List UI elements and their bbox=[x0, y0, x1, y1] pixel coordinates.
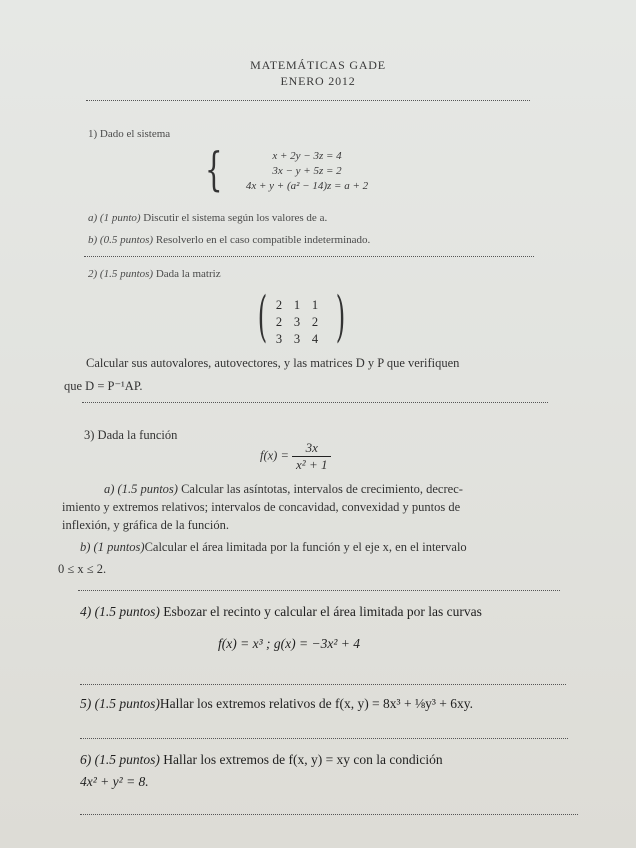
matrix-cell: 2 bbox=[311, 315, 319, 329]
q2-text-line-1: Calcular sus autovalores, autovectores, y las matrices D y P que verifiquen bbox=[86, 356, 460, 370]
divider bbox=[80, 684, 566, 685]
divider bbox=[78, 590, 560, 591]
matrix-cell: 3 bbox=[293, 332, 301, 346]
matrix-left-paren: ( bbox=[257, 285, 268, 348]
q4-label bbox=[80, 604, 482, 620]
q1-equation-3: 4x + y + (a² − 14)z = a + 2 bbox=[245, 180, 369, 192]
system-brace: { bbox=[205, 142, 223, 196]
matrix-cell: 1 bbox=[311, 298, 319, 312]
q3-part-b-line-1 bbox=[80, 540, 467, 555]
q1-part-b bbox=[88, 234, 370, 246]
matrix-cell: 1 bbox=[293, 298, 301, 312]
q1-equation-2: 3x − y + 5z = 2 bbox=[272, 165, 342, 177]
q3-part-a-line-3: inflexión, y gráfica de la función. bbox=[62, 518, 229, 532]
q4-formula-text: f(x) = x³ ; g(x) = −3x² + 4 bbox=[218, 636, 360, 651]
matrix-cell: 4 bbox=[311, 332, 319, 346]
q4-label-text: Esbozar el recinto y calcular el área limitada por las curvas bbox=[159, 604, 482, 619]
q3-a-points: a) (1.5 puntos) bbox=[104, 482, 178, 496]
q2-text-line-2: que D = P⁻¹AP. bbox=[64, 379, 143, 393]
q3-part-b-line-2: 0 ≤ x ≤ 2. bbox=[58, 562, 107, 576]
q1-b-text: Resolverlo en el caso compatible indeterminado. bbox=[153, 234, 371, 246]
q1-label: 1) Dado el sistema bbox=[88, 128, 171, 140]
q6-label bbox=[80, 752, 443, 768]
q1-a-points: a) (1 punto) bbox=[88, 212, 141, 224]
q2-label-text: Dada la matriz bbox=[153, 268, 221, 280]
q6-condition bbox=[80, 774, 149, 790]
q5-label-text: Hallar los extremos relativos de f(x, y) = 8x³ + ⅛y³ + 6xy. bbox=[159, 696, 473, 711]
q6-points: 6) (1.5 puntos) bbox=[80, 752, 160, 767]
divider bbox=[86, 100, 530, 101]
divider bbox=[80, 738, 568, 739]
q3-b-points: b) (1 puntos) bbox=[80, 540, 145, 554]
matrix-A bbox=[270, 298, 324, 347]
q6-text-1: Hallar los extremos de f(x, y) = xy con la condición bbox=[159, 752, 443, 767]
exam-title: MATEMÁTICAS GADE bbox=[250, 58, 386, 72]
q5-points: 5) (1.5 puntos) bbox=[80, 696, 160, 711]
exam-date: ENERO 2012 bbox=[280, 74, 356, 88]
divider bbox=[84, 256, 534, 257]
q3-function-lhs: f(x) = bbox=[260, 448, 289, 463]
q4-points: 4) (1.5 puntos) bbox=[80, 604, 160, 619]
q3-part-a-line-2: imiento y extremos relativos; intervalos de concavidad, convexidad y puntos de bbox=[62, 500, 461, 514]
q1-part-a bbox=[88, 212, 327, 224]
divider bbox=[82, 402, 548, 403]
q2-label bbox=[88, 268, 221, 280]
divider bbox=[80, 814, 578, 815]
q6-text-2: 4x² + y² = 8. bbox=[80, 774, 149, 789]
q3-numerator: 3x bbox=[292, 440, 331, 457]
q1-equation-1: x + 2y − 3z = 4 bbox=[272, 150, 342, 162]
q3-b-text-1: Calcular el área limitada por la función y el eje x, en el intervalo bbox=[144, 540, 467, 554]
q3-denominator: x² + 1 bbox=[296, 457, 328, 472]
q3-function bbox=[260, 440, 331, 473]
q1-a-text: Discutir el sistema según los valores de a. bbox=[140, 212, 328, 224]
matrix-cell: 2 bbox=[275, 298, 283, 312]
q5-label bbox=[80, 696, 473, 712]
q3-label: 3) Dada la función bbox=[84, 428, 178, 442]
q3-part-a-line-1 bbox=[104, 482, 463, 497]
matrix-cell: 3 bbox=[275, 332, 283, 346]
q3-fraction bbox=[292, 440, 331, 473]
matrix-right-paren: ) bbox=[335, 285, 346, 348]
matrix-cell: 2 bbox=[275, 315, 283, 329]
q2-points: 2) (1.5 puntos) bbox=[88, 268, 154, 280]
q1-b-points: b) (0.5 puntos) bbox=[88, 234, 154, 246]
q3-a-text-1: Calcular las asíntotas, intervalos de crecimiento, decrec- bbox=[177, 482, 463, 496]
q4-formula bbox=[218, 636, 360, 652]
matrix-cell: 3 bbox=[293, 315, 301, 329]
